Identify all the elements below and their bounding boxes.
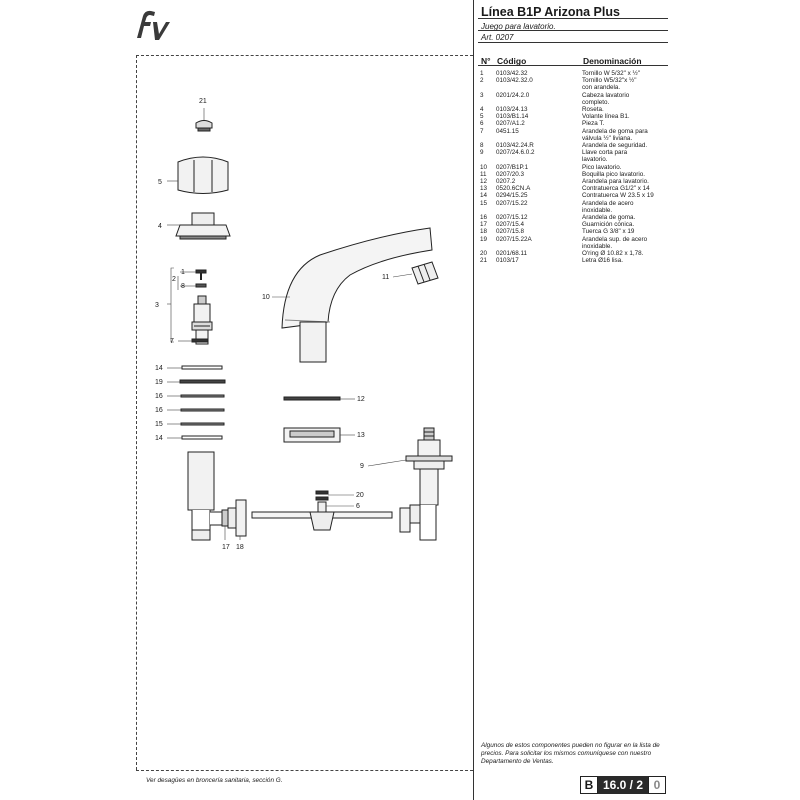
table-row <box>480 236 668 243</box>
table-row <box>480 164 668 171</box>
column-divider <box>473 0 474 800</box>
cell-n: 1 <box>480 70 484 77</box>
cell-code: 0103/42.32.0 <box>496 77 533 85</box>
page-code-suffix: 0 <box>648 776 666 794</box>
cell-desc: Llave corta para <box>582 149 628 157</box>
callout-5: 5 <box>158 179 162 186</box>
availability-note: Algunos de estos componentes pueden no figurar en la lista de precios. Para solicitar los mismos comuníquese con nuestro Departamento de Ventas. <box>481 742 660 765</box>
cell-desc: Arandela de acero <box>582 199 634 207</box>
cell-desc: inoxidable. <box>582 242 613 250</box>
part-21-letter <box>196 121 212 132</box>
cell-code: 0207/B1P.1 <box>496 163 529 171</box>
cell-desc: con arandela. <box>582 84 621 92</box>
frame-bottom <box>136 770 473 771</box>
cell-code: 0207/24.6.0.2 <box>496 149 535 157</box>
cell-n: 19 <box>480 235 488 243</box>
cell-desc: Arandela sup. de acero <box>582 235 648 243</box>
cell-desc: Contratuerca G1/2" x 14 <box>582 185 650 193</box>
cell-n: 9 <box>480 149 484 157</box>
page-code-letter: B <box>580 776 598 794</box>
cell-code: 0103/B1.14 <box>496 113 529 121</box>
cell-code <box>496 156 582 163</box>
part-9-valve <box>400 428 452 540</box>
cell-desc: Pico lavatorio. <box>582 163 622 171</box>
cell-code: 0207/15.22 <box>496 199 528 207</box>
cell-n: 16 <box>480 214 488 222</box>
callout-10: 10 <box>262 294 270 301</box>
callout-14: 14 <box>155 435 163 442</box>
cell-desc: Boquilla pico lavatorio. <box>582 170 646 178</box>
table-row <box>480 192 668 199</box>
cell-n: 17 <box>480 221 488 229</box>
table-row <box>480 106 668 113</box>
cell-code <box>496 135 582 142</box>
cell-desc: inoxidable. <box>582 206 613 214</box>
table-row <box>480 200 668 207</box>
cell-code: 0103/24.13 <box>496 106 528 114</box>
cell-desc: Cabeza lavatorio <box>582 91 630 99</box>
cell-n: 6 <box>480 120 484 128</box>
callout-8: 8 <box>181 283 185 290</box>
cell-n: 13 <box>480 185 488 193</box>
callout-3: 3 <box>155 302 159 309</box>
cell-n <box>480 84 496 91</box>
callout-12: 12 <box>357 396 365 403</box>
col-header-number: N° <box>481 56 491 66</box>
cell-n <box>480 207 496 214</box>
part-16-washer <box>181 409 224 411</box>
cell-desc: Tuerca G 3/8" x 19 <box>582 228 635 236</box>
table-row <box>480 228 668 235</box>
cell-n: 3 <box>480 91 484 99</box>
table-row <box>480 156 668 163</box>
cell-desc: válvula ½" liviana. <box>582 134 633 142</box>
cell-code: 0103/17 <box>496 257 519 265</box>
cell-code: 0207/15.4 <box>496 221 525 229</box>
table-row <box>480 207 668 214</box>
table-row <box>480 185 668 192</box>
cell-desc: O'ring Ø 10.82 x 1,78. <box>582 250 644 258</box>
cell-desc: completo. <box>582 98 610 106</box>
callout-18: 18 <box>236 544 244 551</box>
cell-n: 18 <box>480 228 488 236</box>
cell-code: 0520.6CN.A <box>496 185 531 193</box>
part-6-t-piece <box>252 502 392 530</box>
cell-desc: Contratuerca W 23.5 x 19 <box>582 192 654 200</box>
callout-2: 2 <box>172 276 176 283</box>
page-code <box>580 776 666 794</box>
part-1-screw <box>196 270 206 280</box>
cell-code: 0207.2 <box>496 178 516 186</box>
cell-code: 0207/A1.2 <box>496 120 525 128</box>
cell-desc: Roseta. <box>582 106 604 114</box>
part-19-washer <box>180 380 225 383</box>
table-row <box>480 257 668 264</box>
table-row <box>480 92 668 99</box>
page-code-number: 16.0 / 2 <box>598 776 648 794</box>
parts-list <box>480 70 668 264</box>
cell-code: 0207/15.12 <box>496 214 528 222</box>
cell-code: 0294/15.25 <box>496 192 528 200</box>
cell-desc: Arandela para lavatorio. <box>582 178 649 186</box>
cell-code <box>496 99 582 106</box>
callout-16: 16 <box>155 393 163 400</box>
cell-code <box>496 207 582 214</box>
cell-desc: lavatorio. <box>582 156 608 164</box>
callout-4: 4 <box>158 223 162 230</box>
cell-n <box>480 135 496 142</box>
cell-n: 11 <box>480 170 487 178</box>
page-subtitle: Juego para lavatorio. <box>481 22 556 31</box>
table-row <box>480 221 668 228</box>
callout-11: 11 <box>382 274 390 281</box>
part-8-washer <box>196 284 206 287</box>
table-row <box>480 250 668 257</box>
cell-code: 0451.15 <box>496 127 519 135</box>
cell-code <box>496 84 582 91</box>
cell-n: 15 <box>480 199 488 207</box>
callout-1: 1 <box>181 269 185 276</box>
table-row <box>480 135 668 142</box>
cell-n: 2 <box>480 77 484 85</box>
table-row <box>480 70 668 77</box>
table-row <box>480 243 668 250</box>
table-row <box>480 149 668 156</box>
article-number: Art. 0207 <box>481 33 514 42</box>
part-3-head <box>192 296 212 344</box>
cell-code: 0207/20.3 <box>496 170 525 178</box>
callout-17: 17 <box>222 544 230 551</box>
cell-code: 0207/15.8 <box>496 228 525 236</box>
cell-desc: Pieza T. <box>582 120 605 128</box>
cell-n: 14 <box>480 192 488 200</box>
part-15-washer <box>181 423 224 425</box>
callout-20: 20 <box>356 492 364 499</box>
part-17-cone <box>222 510 228 526</box>
header-rule <box>478 42 668 43</box>
cell-n: 12 <box>480 178 488 186</box>
spout-stem <box>300 322 326 362</box>
table-row <box>480 128 668 135</box>
table-row <box>480 178 668 185</box>
table-row <box>480 84 668 91</box>
cell-desc: Guarnición cónica. <box>582 221 635 229</box>
callout-19: 19 <box>155 379 163 386</box>
cell-code: 0207/15.22A <box>496 235 532 243</box>
cell-desc: Arandela de goma. <box>582 214 636 222</box>
callout-13: 13 <box>357 432 365 439</box>
cell-n <box>480 99 496 106</box>
cell-code <box>496 243 582 250</box>
part-7-gasket <box>192 339 208 342</box>
table-row <box>480 113 668 120</box>
cell-n: 20 <box>480 250 488 258</box>
cell-desc: Tornillo W5/32"x ½" <box>582 77 637 85</box>
part-12-washer <box>284 397 340 400</box>
cell-code: 0201/68.11 <box>496 250 528 258</box>
callout-9: 9 <box>360 463 364 470</box>
cell-desc: Tornillo W 5/32" x ½" <box>582 70 641 77</box>
part-20-oring <box>316 491 328 500</box>
cell-n: 7 <box>480 127 484 135</box>
table-row <box>480 214 668 221</box>
col-header-code: Código <box>497 56 527 66</box>
table-row <box>480 77 668 84</box>
callout-15: 15 <box>155 421 163 428</box>
cell-desc: Arandela de goma para <box>582 127 648 135</box>
cell-n: 5 <box>480 113 484 121</box>
part-13-locknut <box>284 428 340 442</box>
part-10-spout <box>282 228 432 328</box>
table-row <box>480 99 668 106</box>
part-11-aerator <box>412 262 438 284</box>
callout-7: 7 <box>170 338 174 345</box>
callout-21: 21 <box>199 98 207 105</box>
cell-n <box>480 156 496 163</box>
cell-n: 4 <box>480 106 484 114</box>
cell-code: 0103/42.24.R <box>496 142 534 150</box>
cell-code: 0201/24.2.0 <box>496 91 530 99</box>
part-18-nut <box>236 500 246 536</box>
cell-desc: Arandela de seguridad. <box>582 142 648 150</box>
table-row <box>480 171 668 178</box>
left-valve-body <box>188 452 246 540</box>
col-header-description: Denominación <box>583 56 642 66</box>
table-row <box>480 120 668 127</box>
part-5-handle <box>178 157 228 194</box>
part-4-rosette <box>176 213 230 239</box>
drain-note: Ver desagües en broncería sanitaria, sección G. <box>146 777 283 784</box>
page-title: Línea B1P Arizona Plus <box>481 5 620 19</box>
cell-n: 21 <box>480 257 488 265</box>
callout-14: 14 <box>155 365 163 372</box>
cell-code: 0103/42.32 <box>496 70 528 77</box>
cell-desc: Letra Ø16 lisa. <box>582 257 623 265</box>
cell-n <box>480 243 496 250</box>
header-rule <box>478 30 668 31</box>
cell-n: 10 <box>480 163 488 171</box>
callout-16: 16 <box>155 407 163 414</box>
cell-desc: Volante línea B1. <box>582 113 630 121</box>
part-14-locknut <box>182 366 222 369</box>
callout-6: 6 <box>356 503 360 510</box>
part-16-washer <box>181 395 224 397</box>
part-14-locknut <box>182 436 222 439</box>
header-rule <box>478 18 668 19</box>
cell-n: 8 <box>480 142 484 150</box>
table-row <box>480 142 668 149</box>
